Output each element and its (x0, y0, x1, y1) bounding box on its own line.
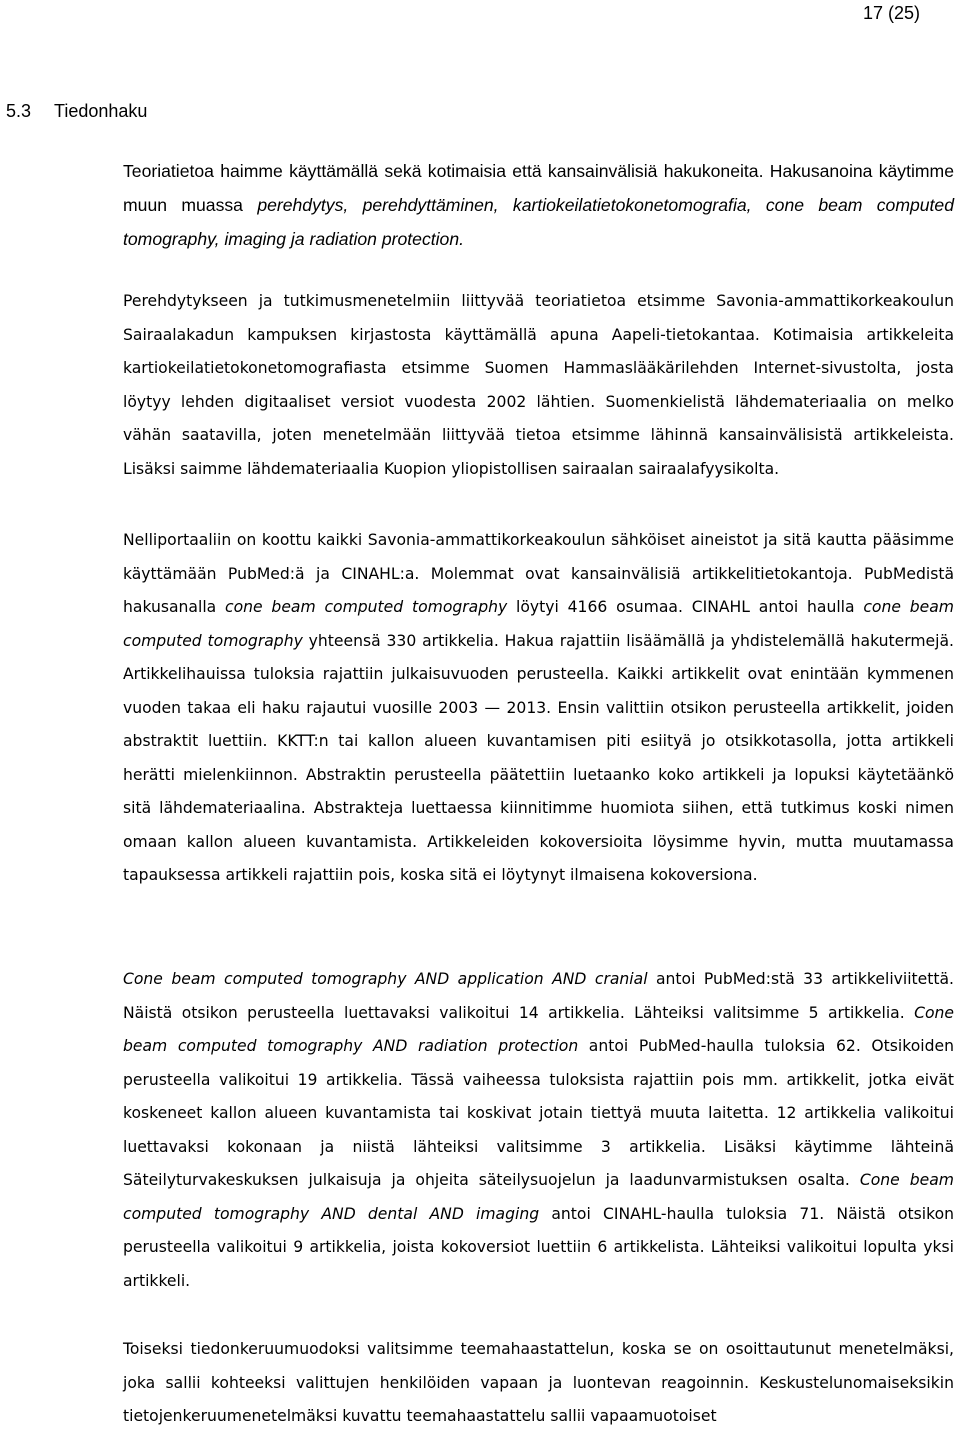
paragraph-search-results (123, 963, 954, 1298)
italic-search-query: Cone beam computed tomography AND radiation protection (123, 1003, 954, 1055)
section-heading (6, 100, 147, 122)
text-run: Nelliportaaliin on koottu kaikki Savonia-ammattikorkeakoulun sähköiset aineistot ja sitä kautta pääsimme käyttämään PubMed:ä ja CINAHL:a. Molemmat ovat kansainvälisiä artikkelitietokantoja. PubMedistä hakusanalla (123, 531, 954, 616)
text-run: antoi PubMed:stä 33 artikkeliviitettä. Näistä otsikon perusteella luettavaksi valikoitui 14 artikkelia. Lähteiksi valitsimme 5 artikkelia. (123, 970, 954, 1022)
paragraph-interview-method (123, 1333, 954, 1434)
italic-search-term: cone beam computed tomography (225, 598, 508, 616)
italic-search-query: Cone beam computed tomography AND application AND cranial (123, 970, 648, 988)
italic-search-term: cone beam computed tomography (123, 598, 954, 650)
section-title: Tiedonhaku (54, 101, 148, 121)
text-run: antoi CINAHL-haulla tuloksia 71. Näistä otsikon perusteella valikoitui 9 artikkelia, joista kokoversiot luettiin 6 artikkelista. Lähteiksi valikoitui lopulta yksi artikkeli. (123, 1204, 954, 1290)
paragraph-search-terms (123, 154, 954, 256)
text-run: yhteensä 330 artikkelia. Hakua rajattiin lisäämällä ja yhdistelemällä hakutermejä. Artikkelihauissa tuloksia rajattiin julkaisuvuoden perusteella. Kaikki artikkelit ovat enintään kymmenen vuoden takaa eli haku rajautui vuosille 2003 — 2013. Ensin valittiin otsikon perusteella artikkelit, joiden abstraktit luettiin. KKTT:n tai kallon alueen kuvantamisen piti esiityä jo otsikkotasolla, jotta artikkeli herätti mielenkiinnon. Abstraktin perusteella päätettiin luetaanko koko artikkeli ja lopuksi käytetäänkö sitä lähdemateriaalina. Abstrakteja luettaessa kiinnitimme huomiota siihen, että tutkimus koski nimen omaan kallon alueen kuvantamista. Artikkeleiden kokoversioita löysimme hyvin, mutta muutamassa tapauksessa artikkeli rajattiin pois, koska sitä ei löytynyt ilmaisena kokoversiona. (123, 631, 954, 884)
section-number: 5.3 (6, 101, 32, 121)
text-run: löytyi 4166 osumaa. CINAHL antoi haulla (507, 598, 864, 616)
page-number: 17 (25) (862, 3, 920, 23)
italic-search-terms: perehdytys, perehdyttäminen, kartiokeilatietokonetomografia, cone beam computed tomography, imaging ja radiation protection. (123, 195, 954, 249)
text-run: Perehdytykseen ja tutkimusmenetelmiin liittyvää teoriatietoa etsimme Savonia-ammattikorkeakoulun Sairaalakadun kampuksen kirjastosta käyttämällä apuna Aapeli-tietokantaa. Kotimaisia artikkeleita kartiokeilatietokonetomografiasta etsimme Suomen Hammaslääkärilehden Internet-sivustolta, josta löytyy lehden digitaaliset versiot vuodesta 2002 lähtien. Suomenkielistä lähdemateriaalia on melko vähän saatavilla, joten menetelmään liittyvää tietoa etsimme lähinnä kansainvälisistä artikkeleista. Lisäksi saimme lähdemateriaalia Kuopion yliopistollisen sairaalan sairaalafyysikolta. (123, 292, 954, 478)
paragraph-databases (123, 524, 954, 893)
text-run: Toiseksi tiedonkeruumuodoksi valitsimme teemahaastattelun, koska se on osoittautunut menetelmäksi, joka sallii kohteeksi valittujen henkilöiden vapaan ja luontevan reagoinnin. Keskustelunomaiseksikin tietojenkeruumenetelmäksi kuvattu teemahaastattelu sallii vapaamuotoiset (123, 1340, 954, 1425)
text-run: Teoriatietoa haimme käyttämällä sekä kotimaisia että kansainvälisiä hakukoneita. Hakusanoina käytimme muun muassa (123, 161, 954, 215)
paragraph-theory-sources (123, 285, 954, 486)
text-run: antoi PubMed-haulla tuloksia 62. Otsikoiden perusteella valikoitui 19 artikkelia. Tässä vaiheessa tuloksista rajattiin pois mm. artikkelit, jotka eivät koskeneet kallon alueen kuvantamista tai koskivat jotain tiettyä muuta laitetta. 12 artikkelia valikoitui luettavaksi kokonaan ja niistä lähteiksi valitsimme 3 artikkelia. Lisäksi käytimme lähteinä Säteilyturvakeskuksen julkaisuja ja ohjeita säteilysuojelun ja laadunvarmistuksen osalta. (123, 1037, 954, 1189)
italic-search-query: Cone beam computed tomography AND dental AND imaging (123, 1171, 954, 1223)
